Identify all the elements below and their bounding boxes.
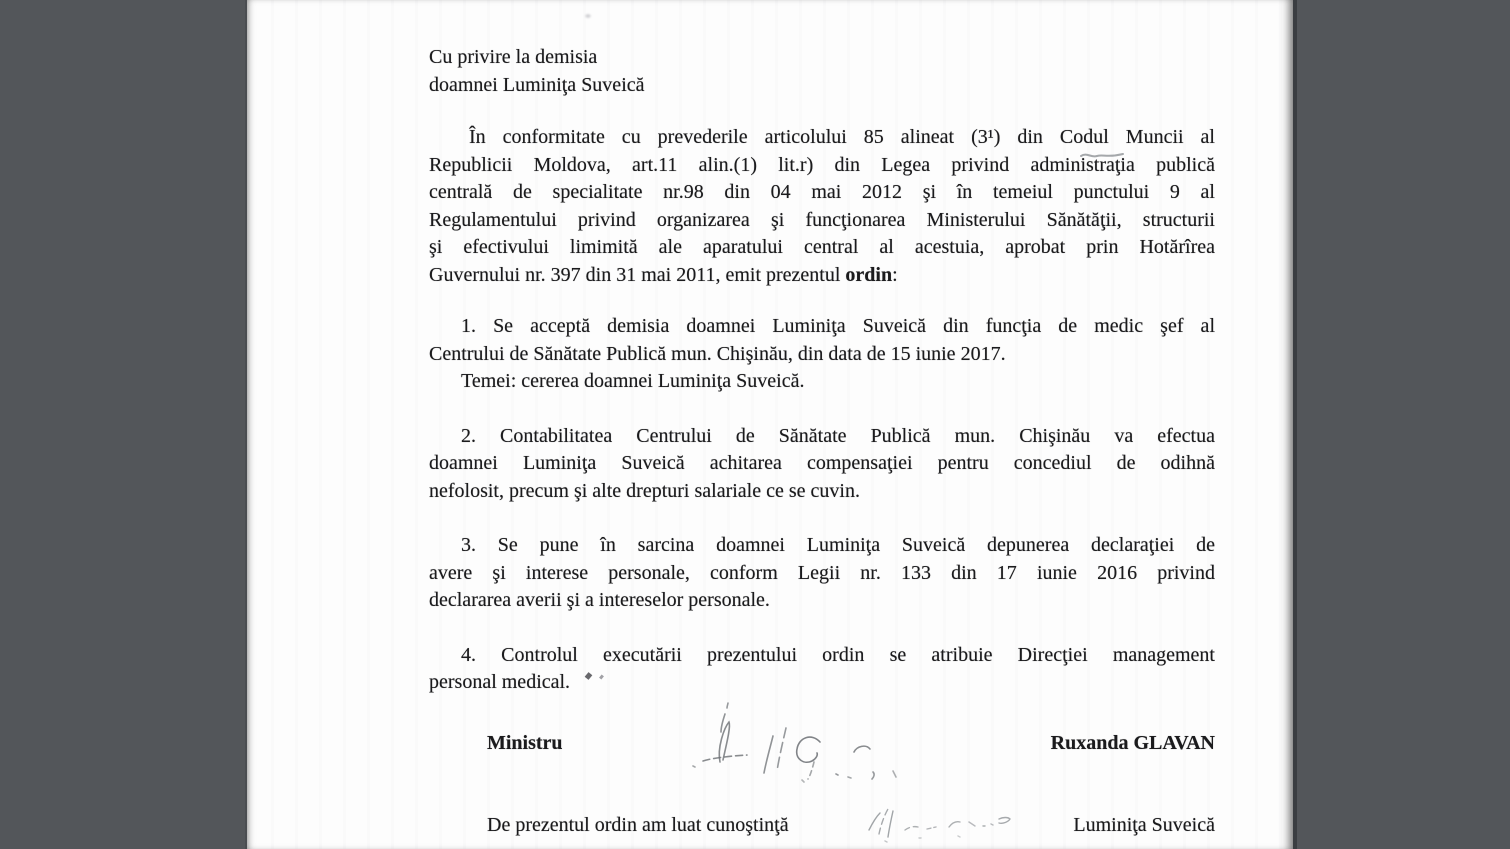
- order-item-2: [429, 423, 1215, 506]
- paragraph-line: Regulamentului privind organizarea şi funcţionarea Ministerului Sănătăţii, structurii: [429, 208, 1215, 231]
- minister-signature: [687, 700, 937, 795]
- bold-text-run: ordin: [845, 263, 893, 286]
- paragraph-line: 2. Contabilitatea Centrului de Sănătate Publică mun. Chişinău va efectua: [461, 424, 1215, 447]
- acknowledgement-row: [487, 812, 1215, 840]
- acknowledgement-text: De prezentul ordin am luat cunoştinţă: [487, 814, 789, 836]
- paragraph-line: 4. Controlul executării prezentului ordin se atribuie Direcţiei management: [461, 643, 1215, 666]
- paragraph-line: 3. Se pune în sarcina doamnei Luminiţa Suveică depunerea declaraţiei de: [461, 534, 1215, 556]
- paragraph-line: şi efectivului limimită ale aparatului central al acestuia, aprobat prin Hotărîrea: [429, 236, 1215, 258]
- document-content: [247, 0, 1293, 849]
- text-run: :: [892, 263, 898, 286]
- paragraph-line: 1. Se acceptă demisia doamnei Luminiţa Suveică din funcţia de medic şef al: [461, 315, 1215, 337]
- subject-line-1: Cu privire la demisia: [429, 46, 598, 68]
- order-item-1: [429, 313, 1215, 396]
- order-item-4: [429, 642, 1215, 697]
- minister-role-label: Ministru: [487, 731, 563, 754]
- paragraph-line: Temei: cererea doamnei Luminiţa Suveică.: [461, 370, 805, 392]
- paragraph-line: centrală de specialitate nr.98 din 04 mai 2012 şi în temeiul punctului 9 al: [429, 181, 1215, 203]
- employee-signature: [857, 800, 1027, 845]
- text-run: personal medical.: [429, 671, 571, 693]
- paragraph-line: [429, 669, 1215, 697]
- order-item-3: [429, 532, 1215, 615]
- paragraph-line: Centrului de Sănătate Publică mun. Chişinău, din data de 15 iunie 2017.: [429, 342, 1006, 365]
- paragraph-line: doamnei Luminiţa Suveică achitarea compensaţiei pentru concediul de odihnă: [429, 452, 1215, 474]
- document-page: [245, 0, 1297, 849]
- paragraph-line: Republicii Moldova, art.11 alin.(1) lit.r) din Legea privind administraţia publică: [429, 153, 1215, 176]
- paragraph-line: nefolosit, precum şi alte drepturi salariale ce se cuvin.: [429, 479, 860, 502]
- ink-speck: [599, 675, 604, 680]
- minister-name: Ruxanda GLAVAN: [1050, 731, 1215, 754]
- preamble-paragraph: [429, 124, 1215, 289]
- paragraph-line: declararea averii şi a intereselor personale.: [429, 589, 770, 611]
- subject-block: [429, 44, 1215, 99]
- paragraph-line: În conformitate cu prevederile articolului 85 alineat (3¹) din Codul Muncii al: [469, 126, 1215, 148]
- employee-name: Luminiţa Suveică: [1073, 814, 1215, 836]
- text-run: Guvernului nr. 397 din 31 mai 2011, emit prezentul: [429, 263, 846, 286]
- subject-line-2: doamnei Luminiţa Suveică: [429, 73, 645, 96]
- signature-row: [487, 730, 1215, 758]
- handwritten-underline-mark: [1079, 151, 1125, 160]
- paragraph-line: avere şi interese personale, conform Legii nr. 133 din 17 iunie 2016 privind: [429, 561, 1215, 584]
- paragraph-line: [429, 262, 1215, 290]
- ink-speck: [585, 672, 593, 680]
